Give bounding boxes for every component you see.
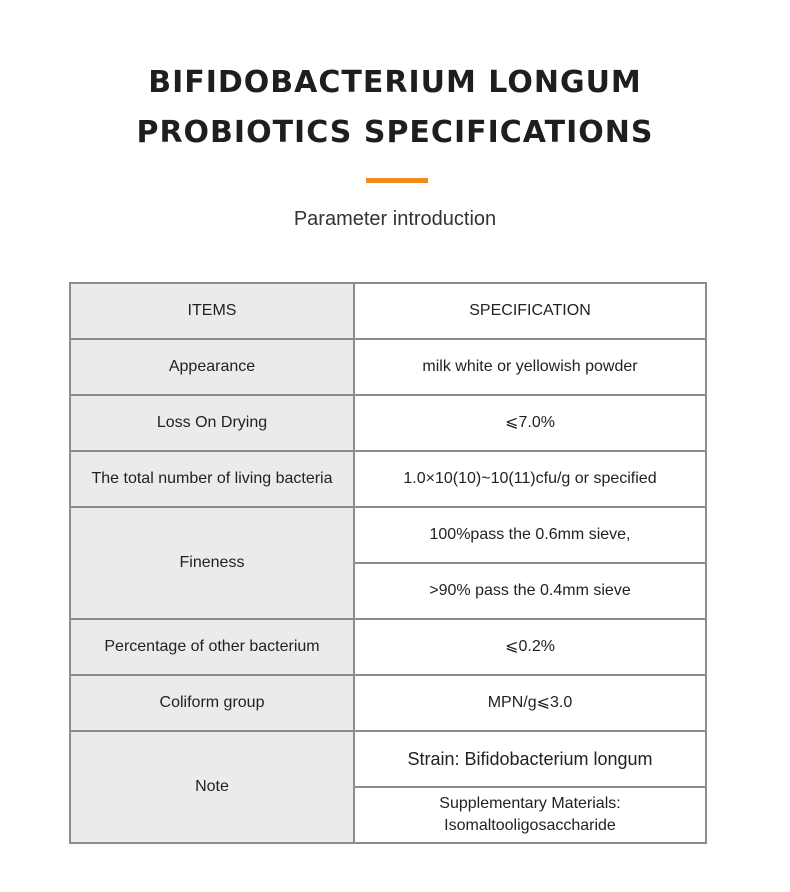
spec-coliform-group: MPN/g⩽3.0 bbox=[354, 675, 706, 731]
spec-fineness-1: 100%pass the 0.6mm sieve, bbox=[354, 507, 706, 563]
spec-living-bacteria: 1.0×10(10)~10(11)cfu/g or specified bbox=[354, 451, 706, 507]
item-loss-on-drying: Loss On Drying bbox=[70, 395, 354, 451]
column-header-items: ITEMS bbox=[70, 283, 354, 339]
item-coliform-group: Coliform group bbox=[70, 675, 354, 731]
item-note: Note bbox=[70, 731, 354, 843]
spec-other-bacterium: ⩽0.2% bbox=[354, 619, 706, 675]
table-row-note bbox=[70, 731, 706, 787]
table-row-appearance bbox=[70, 339, 706, 395]
spec-fineness-2: >90% pass the 0.4mm sieve bbox=[354, 563, 706, 619]
spec-note-supplementary: Supplementary Materials: Isomaltooligosaccharide bbox=[354, 787, 706, 843]
column-header-specification: SPECIFICATION bbox=[354, 283, 706, 339]
table-row-fineness bbox=[70, 507, 706, 563]
table-row-coliform-group bbox=[70, 675, 706, 731]
page-title-line-1: BIFIDOBACTERIUM LONGUM bbox=[148, 65, 642, 100]
item-appearance: Appearance bbox=[70, 339, 354, 395]
table-row-living-bacteria bbox=[70, 451, 706, 507]
spec-note-strain: Strain: Bifidobacterium longum bbox=[354, 731, 706, 787]
specification-table bbox=[69, 282, 707, 844]
table-header-row bbox=[70, 283, 706, 339]
item-fineness: Fineness bbox=[70, 507, 354, 619]
page-title-line-2: PROBIOTICS SPECIFICATIONS bbox=[136, 115, 654, 150]
item-other-bacterium: Percentage of other bacterium bbox=[70, 619, 354, 675]
table-row-other-bacterium bbox=[70, 619, 706, 675]
spec-loss-on-drying: ⩽7.0% bbox=[354, 395, 706, 451]
title-accent-bar bbox=[366, 178, 428, 183]
spec-appearance: milk white or yellowish powder bbox=[354, 339, 706, 395]
item-living-bacteria: The total number of living bacteria bbox=[70, 451, 354, 507]
page-subtitle: Parameter introduction bbox=[293, 208, 497, 230]
table-row-loss-on-drying bbox=[70, 395, 706, 451]
